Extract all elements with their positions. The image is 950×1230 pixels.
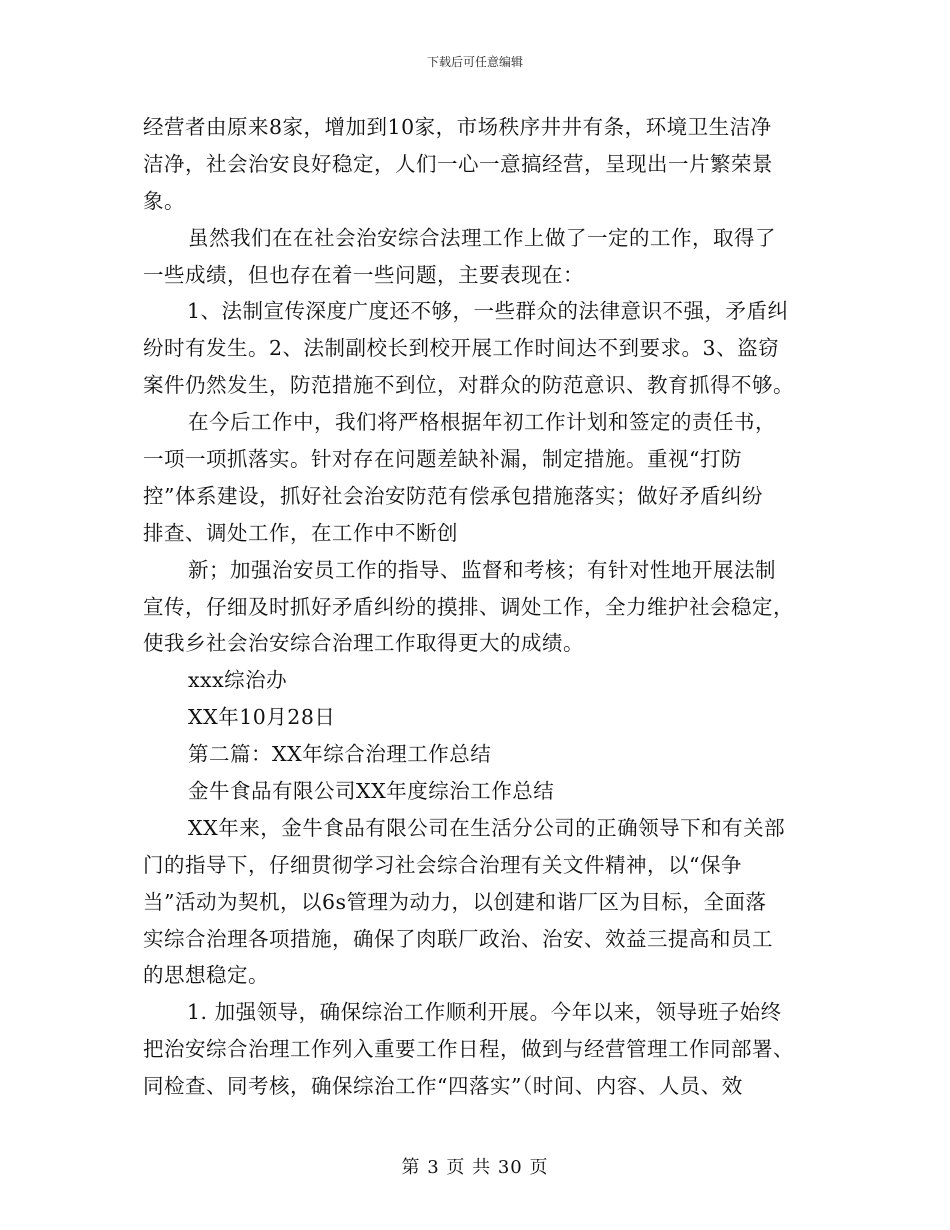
text-line: 宣传，仔细及时抓好矛盾纠纷的摸排、调处工作，全力维护社会稳定，: [143, 594, 794, 619]
text-line: 同检查、同考核，确保综治工作“四落实”（时间、内容、人员、效: [143, 1074, 743, 1099]
text-line: 洁净，社会治安良好稳定，人们一心一意搞经营，呈现出一片繁荣景: [143, 151, 773, 176]
text-line: 门的指导下，仔细贯彻学习社会综合治理有关文件精神，以“保争: [143, 852, 742, 877]
document-body: [143, 109, 813, 1105]
text-line: 实综合治理各项措施，确保了肉联厂政治、治安、效益三提高和员工: [143, 926, 773, 951]
signature-office: xxx综治办: [188, 668, 288, 693]
text-line: 当”活动为契机，以6s管理为动力，以创建和谐厂区为目标，全面落: [143, 889, 767, 914]
text-line: 经营者由原来8家，增加到10家，市场秩序井井有条，环境卫生洁净: [143, 115, 772, 139]
text-line: 的思想稳定。: [143, 963, 269, 988]
text-line: 使我乡社会治安综合治理工作取得更大的成绩。: [143, 631, 584, 656]
document-title: 金牛食品有限公司XX年度综治工作总结: [188, 779, 555, 804]
signature-date: XX年10月28日: [188, 705, 336, 730]
section-heading: 第二篇：XX年综合治理工作总结: [188, 742, 492, 767]
text-line: 一项一项抓落实。针对存在问题差缺补漏，制定措施。重视“打防: [143, 447, 742, 472]
paragraph-start: 1、法制宣传深度广度还不够，一些群众的法律意识不强，矛盾纠: [187, 299, 789, 324]
text-line: 一些成绩，但也存在着一些问题，主要表现在：: [143, 262, 584, 287]
paragraph-start: 新；加强治安员工作的指导、监督和考核；有针对性地开展法制: [188, 557, 776, 582]
paragraph-start: 在今后工作中，我们将严格根据年初工作计划和签定的责任书，: [188, 410, 776, 435]
text-line: 排查、调处工作，在工作中不断创: [143, 520, 458, 545]
page-header: 下载后可任意编辑: [426, 55, 523, 69]
text-line: 案件仍然发生，防范措施不到位，对群众的防范意识、教育抓得不够。: [143, 373, 794, 398]
text-line: 纷时有发生。2、法制副校长到校开展工作时间达不到要求。3、盗窃: [143, 336, 780, 361]
paragraph-start: 1. 加强领导，确保综治工作顺利开展。今年以来，领导班子始终: [187, 1000, 782, 1025]
text-line: 把治安综合治理工作列入重要工作日程，做到与经营管理工作同部署、: [143, 1037, 794, 1062]
page-number: 第 3 页 共 30 页: [401, 1157, 549, 1178]
text-line: 控”体系建设，抓好社会治安防范有偿承包措施落实；做好矛盾纠纷: [143, 483, 763, 508]
paragraph-start: 虽然我们在在社会治安综合法理工作上做了一定的工作，取得了: [188, 225, 776, 250]
text-line: 象。: [143, 188, 185, 213]
paragraph-start: XX年来，金牛食品有限公司在生活分公司的正确领导下和有关部: [188, 815, 786, 840]
